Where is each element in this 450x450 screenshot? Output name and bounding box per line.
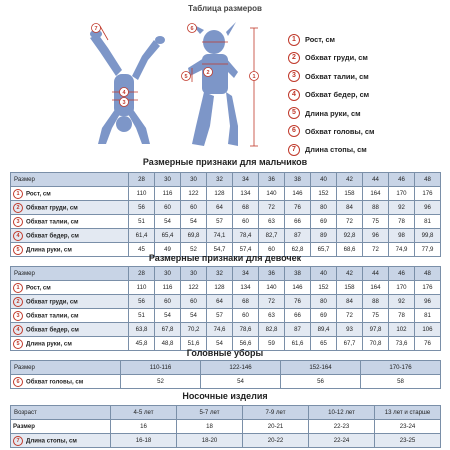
value-cell: 146 [285,281,311,295]
value-cell: 48,8 [155,337,181,351]
value-cell: 65,7 [311,243,337,257]
legend-label: Обхват бедер, см [305,90,370,100]
table-row [11,215,441,229]
size-header-cell: 34 [233,173,259,187]
row-label: Рост, см [26,284,51,291]
value-cell: 74,1 [207,229,233,243]
header-label: Возраст [11,406,111,420]
girls-size-table [10,266,441,351]
size-header-cell: 46 [389,173,415,187]
value-cell: 65,4 [155,229,181,243]
table-row [11,309,441,323]
boys-table-title: Размерные признаки для мальчиков [142,157,308,167]
value-cell: 78,4 [233,229,259,243]
value-cell: 80 [311,295,337,309]
value-cell: 74,9 [389,243,415,257]
value-cell: 106 [415,323,441,337]
table-row [11,323,441,337]
value-cell: 57 [207,215,233,229]
value-cell: 70,8 [363,337,389,351]
measurement-number-badge: 4 [13,231,23,241]
row-label: Обхват груди, см [26,298,78,305]
value-cell: 51,6 [181,337,207,351]
legend-number-badge: 4 [288,89,300,101]
value-cell: 16 [111,420,177,434]
value-cell: 61,6 [285,337,311,351]
value-cell: 82,7 [259,229,285,243]
value-cell: 99,8 [415,229,441,243]
value-cell: 49 [155,243,181,257]
value-cell: 54 [201,375,281,389]
legend-number-badge: 2 [288,52,300,64]
row-label: Обхват талии, см [26,312,79,319]
row-label: Обхват талии, см [26,218,79,225]
size-header-cell: 34 [233,267,259,281]
size-header-cell: 42 [337,173,363,187]
value-cell: 52 [121,375,201,389]
size-header-cell: 40 [311,173,337,187]
figure-marker-2 [204,68,213,77]
legend-item [288,87,438,102]
value-cell: 63 [259,215,285,229]
value-cell: 70,2 [181,323,207,337]
value-cell: 68 [233,295,259,309]
size-header-cell: 30 [181,267,207,281]
table-row [11,201,441,215]
size-header-cell: 46 [389,267,415,281]
value-cell: 56,6 [233,337,259,351]
legend-label: Обхват головы, см [305,126,375,136]
value-cell: 92,8 [337,229,363,243]
table-row [11,229,441,243]
size-header-cell: 48 [415,267,441,281]
value-cell: 134 [233,281,259,295]
table-row [11,375,441,389]
value-cell: 69 [311,215,337,229]
value-cell: 87 [285,323,311,337]
value-cell: 60 [233,215,259,229]
value-cell: 116 [155,187,181,201]
value-cell: 52 [181,243,207,257]
figure-marker-7 [92,24,101,33]
value-cell: 63 [259,309,285,323]
measurement-number-badge: 2 [13,297,23,307]
size-header-cell: 122-146 [201,361,281,375]
legend-number-badge: 6 [288,125,300,137]
legend-label: Длина руки, см [305,108,361,118]
value-cell: 92 [389,201,415,215]
value-cell: 62,8 [285,243,311,257]
size-header-cell: 40 [311,267,337,281]
value-cell: 66 [285,309,311,323]
value-cell: 61,4 [129,229,155,243]
value-cell: 60 [155,201,181,215]
value-cell: 96 [363,229,389,243]
value-cell: 176 [415,281,441,295]
legend-item [288,106,438,121]
row-label-cell [11,295,129,309]
measurement-legend [288,32,438,161]
figure-marker-4 [120,88,129,97]
value-cell: 110 [129,281,155,295]
svg-text:3: 3 [122,100,126,106]
value-cell: 84 [337,295,363,309]
row-label-cell [11,229,129,243]
size-header-cell: 44 [363,267,389,281]
value-cell: 64 [207,295,233,309]
value-cell: 97,8 [363,323,389,337]
measurement-number-badge: 6 [13,377,23,387]
value-cell: 68 [233,201,259,215]
value-cell: 45 [129,243,155,257]
value-cell: 18 [177,420,243,434]
value-cell: 81 [415,215,441,229]
value-cell: 67,7 [337,337,363,351]
row-label-cell [11,420,111,434]
value-cell: 74,6 [207,323,233,337]
girls-table-title: Размерные признаки для девочек [148,253,302,263]
value-cell: 82,8 [259,323,285,337]
value-cell: 134 [233,187,259,201]
value-cell: 69 [311,309,337,323]
svg-text:7: 7 [94,26,98,32]
value-cell: 51 [129,215,155,229]
value-cell: 54,7 [207,243,233,257]
value-cell: 75 [363,309,389,323]
size-header-cell: 5-7 лет [177,406,243,420]
page-title: Таблица размеров [188,4,262,13]
body-measurement-figures [88,16,278,156]
legend-number-badge: 3 [288,70,300,82]
size-header-cell: 4-5 лет [111,406,177,420]
row-label: Длина стопы, см [26,437,77,444]
value-cell: 69,8 [181,229,207,243]
value-cell: 64 [207,201,233,215]
value-cell: 87 [285,229,311,243]
legend-item [288,124,438,139]
value-cell: 122 [181,281,207,295]
table-row [11,434,441,448]
value-cell: 56 [129,201,155,215]
row-label-cell [11,309,129,323]
row-label: Обхват бедер, см [26,326,79,333]
value-cell: 164 [363,281,389,295]
table-header-row [11,406,441,420]
measurement-number-badge: 5 [13,339,23,349]
size-header-cell: 44 [363,173,389,187]
value-cell: 152 [311,281,337,295]
value-cell: 60 [233,309,259,323]
value-cell: 72 [337,215,363,229]
value-cell: 77,9 [415,243,441,257]
value-cell: 56 [129,295,155,309]
table-header-row [11,361,441,375]
value-cell: 92 [389,295,415,309]
measurement-number-badge: 7 [13,436,23,446]
measurement-number-badge: 2 [13,203,23,213]
value-cell: 78 [389,309,415,323]
row-label-cell [11,201,129,215]
value-cell: 20-22 [243,434,309,448]
size-header-cell: 38 [285,267,311,281]
table-row [11,295,441,309]
measurement-number-badge: 4 [13,325,23,335]
size-header-cell: 7-9 лет [243,406,309,420]
size-header-cell: 30 [181,173,207,187]
value-cell: 23-25 [375,434,441,448]
svg-text:5: 5 [184,74,188,80]
header-label: Размер [11,361,121,375]
size-header-cell: 28 [129,267,155,281]
measurement-number-badge: 1 [13,283,23,293]
size-header-cell: 36 [259,267,285,281]
value-cell: 60 [259,243,285,257]
value-cell: 140 [259,187,285,201]
row-label: Рост, см [26,190,51,197]
row-label-cell [11,323,129,337]
value-cell: 122 [181,187,207,201]
value-cell: 72 [259,295,285,309]
value-cell: 96 [415,295,441,309]
svg-text:4: 4 [122,90,126,96]
table-row [11,281,441,295]
value-cell: 170 [389,281,415,295]
row-label: Обхват бедер, см [26,232,79,239]
table-row [11,187,441,201]
hats-size-table [10,360,441,389]
value-cell: 84 [337,201,363,215]
value-cell: 22-24 [309,434,375,448]
value-cell: 72 [363,243,389,257]
legend-item [288,69,438,84]
header-label: Размер [11,173,129,187]
value-cell: 89 [311,229,337,243]
legend-number-badge: 5 [288,107,300,119]
figure-marker-3 [120,98,129,107]
measurement-number-badge: 3 [13,217,23,227]
size-header-cell: 48 [415,173,441,187]
legend-label: Длина стопы, см [305,145,367,155]
socks-table-title: Носочные изделия [182,391,268,401]
measurement-number-badge: 3 [13,311,23,321]
value-cell: 76 [415,337,441,351]
hats-table-title: Головные уборы [186,348,264,358]
value-cell: 54 [181,309,207,323]
row-label-cell [11,187,129,201]
value-cell: 78 [389,215,415,229]
table-header-row [11,267,441,281]
size-header-cell: 10-12 лет [309,406,375,420]
value-cell: 98 [389,229,415,243]
row-label: Обхват головы, см [26,378,84,385]
value-cell: 128 [207,281,233,295]
row-label: Обхват груди, см [26,204,78,211]
value-cell: 60 [181,295,207,309]
size-header-cell: 30 [155,173,181,187]
value-cell: 68,6 [337,243,363,257]
standing-figure [188,22,238,146]
figure-marker-1 [250,72,259,81]
figure-marker-6 [188,24,197,33]
value-cell: 54 [155,309,181,323]
value-cell: 89,4 [311,323,337,337]
measurement-number-badge: 1 [13,189,23,199]
value-cell: 110 [129,187,155,201]
size-header-cell: 13 лет и старше [375,406,441,420]
value-cell: 102 [389,323,415,337]
value-cell: 76 [285,295,311,309]
value-cell: 67,8 [155,323,181,337]
size-header-cell: 28 [129,173,155,187]
value-cell: 88 [363,201,389,215]
value-cell: 170 [389,187,415,201]
value-cell: 45,8 [129,337,155,351]
value-cell: 60 [181,201,207,215]
value-cell: 59 [259,337,285,351]
value-cell: 23-24 [375,420,441,434]
value-cell: 80 [311,201,337,215]
value-cell: 63,8 [129,323,155,337]
svg-text:2: 2 [206,70,210,76]
row-label: Размер [13,422,35,430]
value-cell: 75 [363,215,389,229]
value-cell: 58 [361,375,441,389]
handstand-figure [90,30,165,144]
value-cell: 20-21 [243,420,309,434]
size-header-cell: 36 [259,173,285,187]
table-header-row [11,173,441,187]
row-label-cell [11,281,129,295]
value-cell: 140 [259,281,285,295]
value-cell: 116 [155,281,181,295]
value-cell: 93 [337,323,363,337]
size-header-cell: 32 [207,267,233,281]
value-cell: 76 [285,201,311,215]
legend-number-badge: 7 [288,144,300,156]
size-header-cell: 32 [207,173,233,187]
value-cell: 60 [155,295,181,309]
row-label-cell [11,215,129,229]
socks-size-table [10,405,441,448]
legend-item [288,142,438,157]
value-cell: 78,6 [233,323,259,337]
svg-text:1: 1 [252,74,256,80]
value-cell: 164 [363,187,389,201]
legend-number-badge: 1 [288,34,300,46]
value-cell: 72 [337,309,363,323]
size-header-cell: 42 [337,267,363,281]
value-cell: 22-23 [309,420,375,434]
row-label-cell [11,434,111,448]
value-cell: 51 [129,309,155,323]
legend-item [288,50,438,65]
row-label: Длина руки, см [26,246,72,253]
value-cell: 176 [415,187,441,201]
value-cell: 96 [415,201,441,215]
svg-text:6: 6 [190,26,194,32]
value-cell: 65 [311,337,337,351]
value-cell: 16-18 [111,434,177,448]
size-header-cell: 110-116 [121,361,201,375]
value-cell: 18-20 [177,434,243,448]
table-row [11,420,441,434]
value-cell: 54 [181,215,207,229]
size-header-cell: 38 [285,173,311,187]
value-cell: 57,4 [233,243,259,257]
value-cell: 81 [415,309,441,323]
legend-item [288,32,438,47]
size-header-cell: 152-164 [281,361,361,375]
figure-marker-5 [182,72,191,81]
value-cell: 158 [337,187,363,201]
row-label-cell [11,375,121,389]
boys-size-table [10,172,441,257]
value-cell: 158 [337,281,363,295]
value-cell: 128 [207,187,233,201]
value-cell: 56 [281,375,361,389]
header-label: Размер [11,267,129,281]
legend-label: Обхват груди, см [305,53,368,63]
value-cell: 72 [259,201,285,215]
value-cell: 54 [207,337,233,351]
value-cell: 146 [285,187,311,201]
value-cell: 66 [285,215,311,229]
legend-label: Рост, см [305,35,336,44]
value-cell: 57 [207,309,233,323]
value-cell: 152 [311,187,337,201]
value-cell: 54 [155,215,181,229]
value-cell: 88 [363,295,389,309]
size-header-cell: 30 [155,267,181,281]
measurement-number-badge: 5 [13,245,23,255]
legend-label: Обхват талии, см [305,71,369,81]
size-header-cell: 170-176 [361,361,441,375]
value-cell: 73,6 [389,337,415,351]
row-label: Длина руки, см [26,340,72,347]
